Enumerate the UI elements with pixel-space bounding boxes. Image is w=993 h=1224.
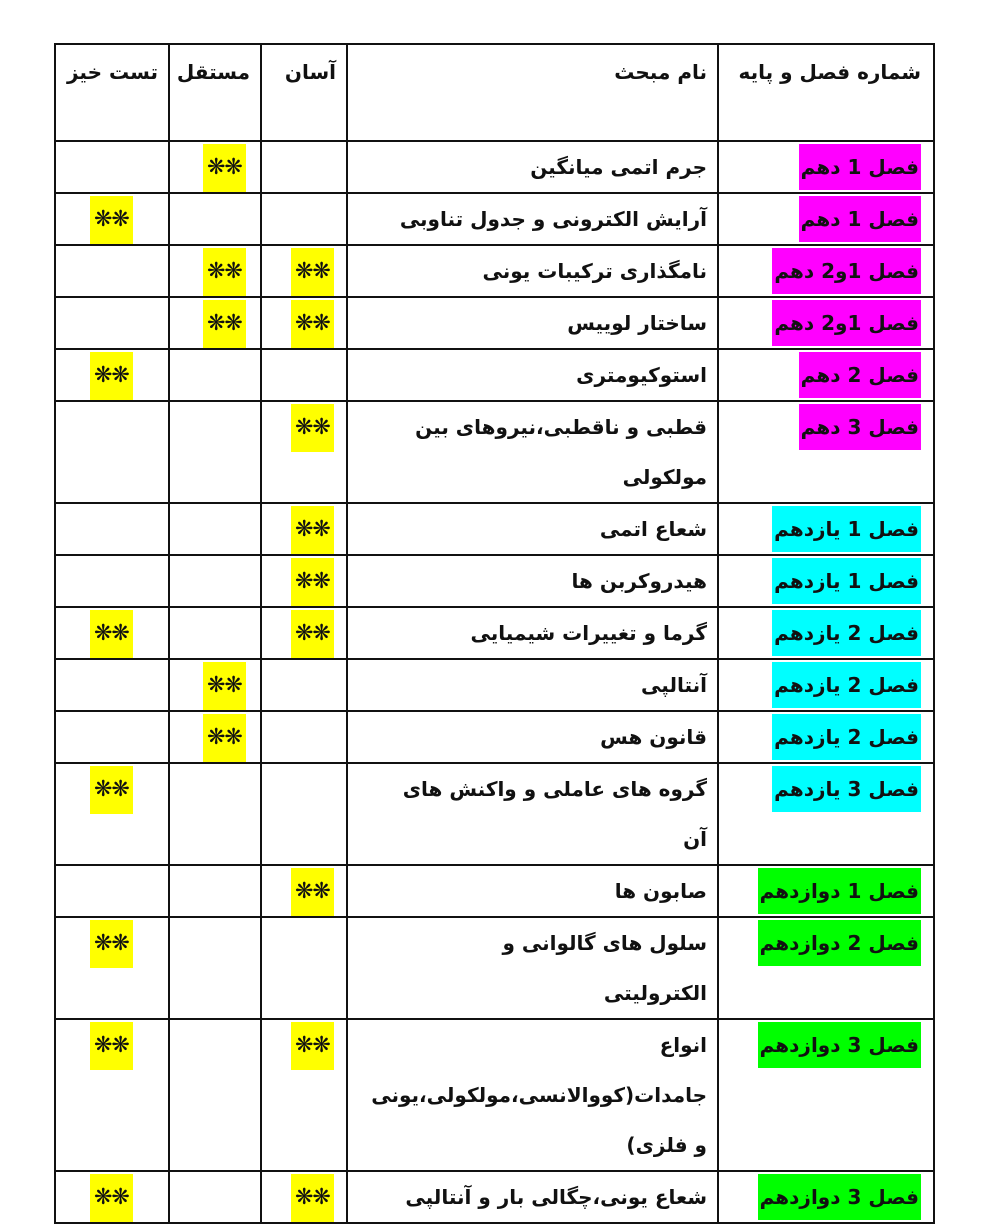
topic-label: ساختار لوییس [567,311,707,335]
test-cell [55,1019,169,1171]
asterisk-mark-icon: ❋❋ [291,868,334,916]
header-independent: مستقل [169,44,261,141]
asterisk-mark-icon: ❋❋ [203,144,246,192]
topic-label: انواع جامدات(کووالانسی،مولکولی،یونی و فلزی) [371,1033,707,1157]
asterisk-mark-icon: ❋❋ [90,920,133,968]
chapter-label: فصل 3 دوازدهم [758,1022,921,1068]
asterisk-mark-icon: ❋❋ [203,714,246,762]
independent-cell [169,503,261,555]
chapter-label: فصل 1 دوازدهم [758,868,921,914]
independent-cell [169,1019,261,1171]
asterisk-mark-icon: ❋❋ [291,248,334,296]
table-row [55,555,934,607]
easy-cell [261,245,347,297]
test-cell [55,763,169,865]
table-row [55,297,934,349]
table-row [55,503,934,555]
chapter-cell [718,865,934,917]
table-row [55,659,934,711]
easy-cell [261,297,347,349]
header-chapter: شماره فصل و پایه [718,44,934,141]
independent-cell [169,1171,261,1223]
header-test: تست خیز [55,44,169,141]
chapter-cell [718,503,934,555]
chapter-label: فصل 2 یازدهم [772,610,921,656]
table-row [55,763,934,865]
topic-cell [347,1171,718,1223]
asterisk-mark-icon: ❋❋ [90,1022,133,1070]
easy-cell [261,141,347,193]
table-row [55,1171,934,1223]
header-row [55,44,934,141]
topic-cell [347,193,718,245]
topic-label: شعاع یونی،چگالی بار و آنتالپی [405,1185,707,1209]
chapter-cell [718,401,934,503]
chapter-cell [718,1019,934,1171]
chapter-cell [718,711,934,763]
asterisk-mark-icon: ❋❋ [291,610,334,658]
independent-cell [169,245,261,297]
topic-cell [347,297,718,349]
easy-cell [261,1019,347,1171]
chapter-label: فصل 3 دوازدهم [758,1174,921,1220]
topic-label: آرایش الکترونی و جدول تناوبی [399,207,707,231]
test-cell [55,297,169,349]
topic-label: قانون هس [600,725,707,749]
chapter-label: فصل 3 دهم [799,404,921,450]
table-row [55,193,934,245]
independent-cell [169,865,261,917]
chapter-cell [718,1171,934,1223]
topic-cell [347,555,718,607]
independent-cell [169,917,261,1019]
independent-cell [169,193,261,245]
independent-cell [169,141,261,193]
topic-cell [347,141,718,193]
asterisk-mark-icon: ❋❋ [90,352,133,400]
topic-label: سلول های گالوانی و الکترولیتی [502,931,707,1005]
test-cell [55,245,169,297]
topic-label: گرما و تغییرات شیمیایی [470,621,707,645]
easy-cell [261,193,347,245]
topic-label: قطبی و ناقطبی،نیروهای بین مولکولی [415,415,707,489]
topic-cell [347,503,718,555]
table-body [55,141,934,1223]
table-row [55,607,934,659]
topic-cell [347,659,718,711]
independent-cell [169,607,261,659]
topic-cell [347,245,718,297]
table-row [55,711,934,763]
chapter-label: فصل 1و2 دهم [772,248,921,294]
easy-cell [261,711,347,763]
asterisk-mark-icon: ❋❋ [291,1022,334,1070]
chapter-cell [718,763,934,865]
chapter-cell [718,349,934,401]
table-row [55,245,934,297]
test-cell [55,401,169,503]
chapter-cell [718,245,934,297]
asterisk-mark-icon: ❋❋ [291,1174,334,1222]
independent-cell [169,401,261,503]
table-row [55,349,934,401]
chapter-label: فصل 2 دهم [799,352,921,398]
test-cell [55,555,169,607]
independent-cell [169,659,261,711]
asterisk-mark-icon: ❋❋ [291,404,334,452]
test-cell [55,865,169,917]
chapter-label: فصل 1 دهم [799,144,921,190]
easy-cell [261,401,347,503]
asterisk-mark-icon: ❋❋ [90,196,133,244]
test-cell [55,917,169,1019]
chapter-label: فصل 1 یازدهم [772,558,921,604]
table-row [55,917,934,1019]
asterisk-mark-icon: ❋❋ [203,662,246,710]
independent-cell [169,349,261,401]
chapter-label: فصل 2 دوازدهم [758,920,921,966]
test-cell [55,349,169,401]
chapter-cell [718,659,934,711]
easy-cell [261,349,347,401]
asterisk-mark-icon: ❋❋ [90,610,133,658]
header-easy: آسان [261,44,347,141]
asterisk-mark-icon: ❋❋ [291,558,334,606]
independent-cell [169,297,261,349]
asterisk-mark-icon: ❋❋ [203,300,246,348]
test-cell [55,193,169,245]
topic-label: نامگذاری ترکیبات یونی [482,259,707,283]
easy-cell [261,555,347,607]
test-cell [55,141,169,193]
easy-cell [261,1171,347,1223]
test-cell [55,659,169,711]
independent-cell [169,763,261,865]
chapter-cell [718,193,934,245]
chapter-label: فصل 2 یازدهم [772,714,921,760]
table-row [55,1019,934,1171]
table-row [55,141,934,193]
independent-cell [169,711,261,763]
topic-label: استوکیومتری [576,363,707,387]
easy-cell [261,503,347,555]
chapter-label: فصل 2 یازدهم [772,662,921,708]
chapter-cell [718,555,934,607]
chapter-label: فصل 3 یازدهم [772,766,921,812]
chapter-cell [718,297,934,349]
asterisk-mark-icon: ❋❋ [90,1174,133,1222]
test-cell [55,1171,169,1223]
topic-cell [347,711,718,763]
easy-cell [261,763,347,865]
topic-cell [347,1019,718,1171]
test-cell [55,607,169,659]
topic-label: شعاع اتمی [599,517,707,541]
topic-cell [347,349,718,401]
easy-cell [261,865,347,917]
test-cell [55,711,169,763]
asterisk-mark-icon: ❋❋ [291,300,334,348]
topic-cell [347,763,718,865]
easy-cell [261,659,347,711]
asterisk-mark-icon: ❋❋ [291,506,334,554]
chapter-cell [718,141,934,193]
topic-label: هیدروکربن ها [571,569,707,593]
chapter-label: فصل 1 یازدهم [772,506,921,552]
topic-cell [347,865,718,917]
topic-cell [347,607,718,659]
chapter-label: فصل 1و2 دهم [772,300,921,346]
topic-cell [347,917,718,1019]
independent-cell [169,555,261,607]
test-cell [55,503,169,555]
topic-label: صابون ها [614,879,707,903]
easy-cell [261,917,347,1019]
topic-label: گروه های عاملی و واکنش های آن [402,777,707,851]
topic-cell [347,401,718,503]
table-row [55,865,934,917]
header-topic: نام مبحث [347,44,718,141]
easy-cell [261,607,347,659]
table-row [55,401,934,503]
topic-label: جرم اتمی میانگین [530,155,707,179]
topics-table [54,43,935,1224]
chapter-cell [718,607,934,659]
chapter-label: فصل 1 دهم [799,196,921,242]
asterisk-mark-icon: ❋❋ [90,766,133,814]
chapter-cell [718,917,934,1019]
asterisk-mark-icon: ❋❋ [203,248,246,296]
topic-label: آنتالپی [641,673,707,697]
